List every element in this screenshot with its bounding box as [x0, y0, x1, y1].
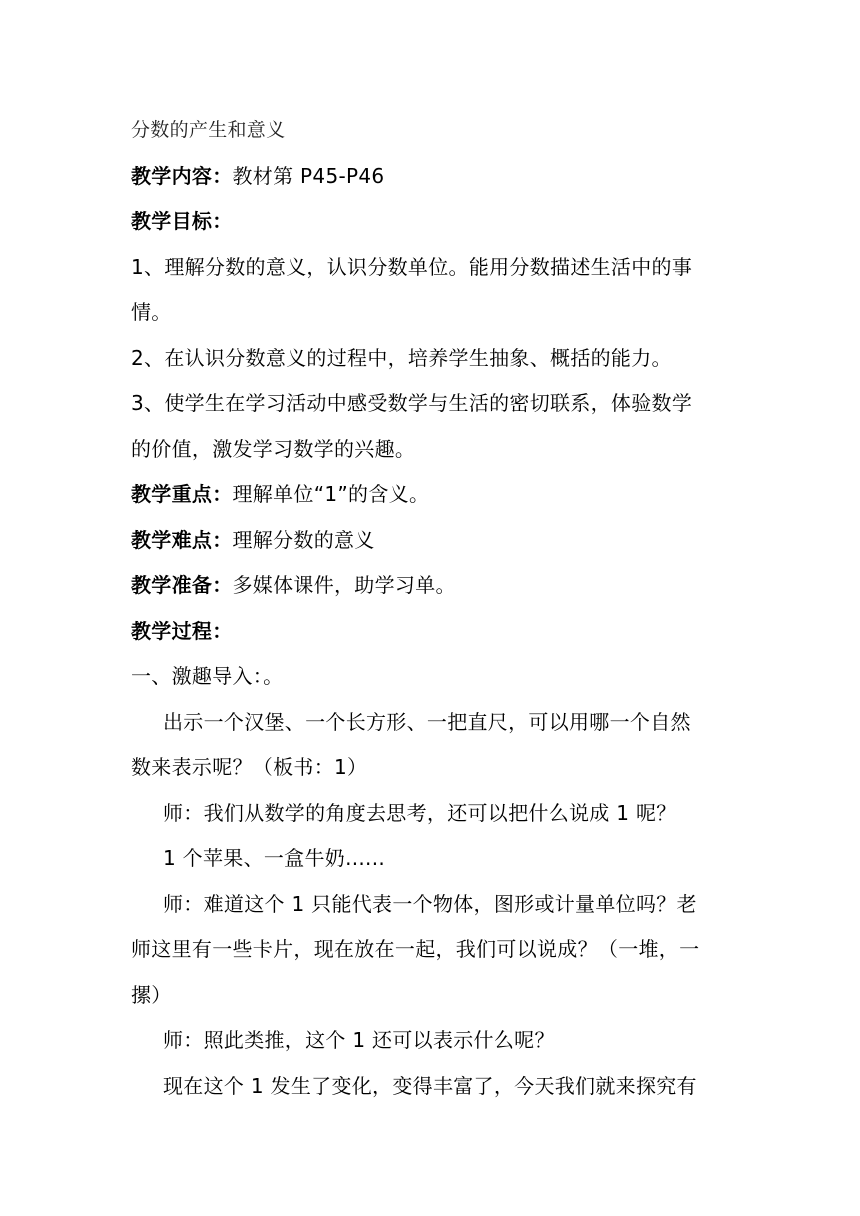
- section-1-paragraph-6: 现在这个 1 发生了变化，变得丰富了，今天我们就来探究有: [163, 1073, 697, 1098]
- section-1-paragraph-4-line-3: 摞）: [131, 982, 172, 1007]
- section-1-paragraph-4-line-2: 师这里有一些卡片，现在放在一起，我们可以说成？（一堆，一: [131, 937, 700, 961]
- difficult-point-text: 理解分数的意义: [232, 527, 375, 552]
- section-1-heading: 一、激趣导入：。: [131, 664, 284, 688]
- section-1-paragraph-3: 1 个苹果、一盒牛奶......: [163, 846, 386, 870]
- teaching-goals-label: 教学目标：: [131, 209, 233, 233]
- section-1-paragraph-4-line-1: 师：难道这个 1 只能代表一个物体，图形或计量单位吗？老: [163, 891, 697, 916]
- teaching-content-label: 教学内容：: [131, 163, 233, 188]
- difficult-point-line: [131, 518, 731, 564]
- section-1-paragraph-5: 师：照此类推，这个 1 还可以表示什么呢？: [163, 1028, 555, 1052]
- key-point-label: 教学重点：: [131, 482, 233, 506]
- document-page: [131, 108, 731, 1109]
- section-1-paragraph-1-line-1: 出示一个汉堡、一个长方形、一把直尺，可以用哪一个自然: [163, 709, 691, 734]
- section-1-paragraph-2: 师：我们从数学的角度去思考，还可以把什么说成 1 呢？: [163, 800, 677, 825]
- goal-1-line-1: 1、理解分数的意义，认识分数单位。能用分数描述生活中的事: [131, 254, 693, 279]
- goal-2: 2、在认识分数意义的过程中，培养学生抽象、概括的能力。: [131, 345, 672, 370]
- teaching-content-line: [131, 154, 731, 200]
- goal-3-line-1: 3、使学生在学习活动中感受数学与生活的密切联系，体验数学: [131, 391, 693, 415]
- process-label: 教学过程：: [131, 618, 233, 643]
- preparation-text: 多媒体课件，助学习单。: [232, 573, 456, 597]
- teaching-content-text: 教材第 P45-P46: [232, 163, 385, 188]
- goal-1-line-2: 情。: [131, 300, 172, 324]
- preparation-label: 教学准备：: [131, 573, 233, 597]
- difficult-point-label: 教学难点：: [131, 527, 233, 552]
- key-point-line: [131, 472, 731, 518]
- document-title: 分数的产生和意义: [131, 119, 286, 141]
- preparation-line: [131, 563, 731, 609]
- section-1-paragraph-1-line-2: 数来表示呢？（板书：1）: [131, 755, 368, 779]
- key-point-text: 理解单位“1”的含义。: [232, 482, 430, 506]
- goal-3-line-2: 的价值，激发学习数学的兴趣。: [131, 436, 416, 461]
